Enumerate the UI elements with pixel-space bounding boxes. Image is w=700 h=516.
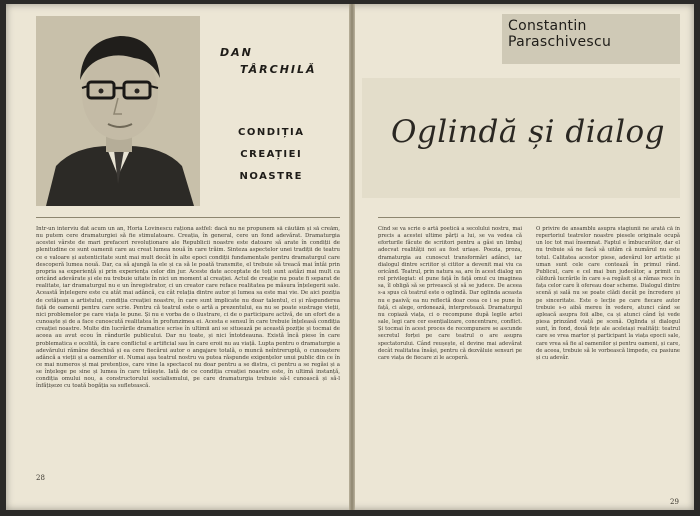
author-first-name: DAN — [220, 46, 253, 59]
right-author-last-name: Paraschivescu — [508, 34, 612, 50]
right-divider — [378, 217, 680, 218]
left-divider — [36, 217, 340, 218]
right-author-first-name: Constantin — [508, 18, 587, 34]
right-body-column-1: Cînd se va scrie o artă poetică a secolului nostru, mai precis a acestei ultime părți a lui, se va vedea că eforturile făcute de scriitori pentru a găsi un limbaj adecvat realității noi au fost uriașe. Poezia, proza, dramaturgia au cunoscut transformări adânci, iar dialogul dintre scriitor și cititor a devenit mai viu ca oricând. Teatrul, prin natura sa, are în acest dialog un rol privilegiat: el pune față în față omul cu imaginea sa, îl obligă să se privească și să se judece. De aceea s-a spus că teatrul este o oglindă. Dar oglinda aceasta nu e pasivă; ea nu reflectă doar ceea ce i se pune în față, ci alege, ordonează, interpretează. Dramaturgul nu copiază viața, ci o recompune după legile artei sale, legi care cer esențializare, concentrare, conflict. Și tocmai în acest proces de recompunere se ascunde secretul forței pe care teatrul o are asupra spectatorului. Când reușește, el devine mai adevărat decât realitatea însăși, pentru că dezvăluie sensuri pe care viața de fiecare zi le acoperă. — [378, 226, 522, 361]
book-gutter — [349, 4, 355, 510]
portrait-illustration — [36, 16, 200, 206]
essay-title-line-3: NOASTRE — [239, 171, 303, 182]
left-page-number: 28 — [36, 474, 45, 482]
author-last-name: TÂRCHILĂ — [240, 63, 317, 76]
author-portrait — [36, 16, 200, 206]
left-body-text: Într-un interviu dat acum un an, Horia Lovinescu raționa astfel: dacă nu ne propunem să căutăm și să creăm, nu putem cere dramaturgiei să fie stimulatoare. Creația, în general, cere un fond adevărat. Dramaturgia acestei vârste de mari prefaceri revoluționare ale Republicii noastre este datoare să arate în condiții de plenitudine ce sunt oamenii care au creat lumea nouă în care trăim. Sinteza aspectelor unei tradiții de teatru ce e valoare și autenticitate sunt mai mult decât în alte epoci condiții fundamentale pentru dramaturgul care descoperă lumea nouă. Dar, ca să ajungă la ele și ca să le poată transmite, el trebuie să treacă mai întâi prin propria sa experiență și prin experiența celor din jur. Aceste date acceptate de toți sunt astăzi mai mult ca oricând adevărate și ele nu trebuie uitate în nici un moment al creației. Actul de creație nu poate fi separat de realitate, iar dramaturgul nu e un înregistrator, ci un creator care reface realitatea pe măsura înțelegerii sale. Această înțelegere este cu atât mai adâncă, cu cât relația dintre autor și lumea sa este mai vie. De aici poziția de cetățean a artistului, condiția creației noastre, în care sunt implicate nu doar talentul, ci și răspunderea față de oamenii pentru care scrie. Pentru că teatrul este o artă a prezentului, ea nu se poate sustrage vieții, nici problemelor pe care viața le pune. Și nu e vorba de o ilustrare, ci de o participare activă, de un efort de a cunoaște și de a face cunoscută realitatea în profunzimea ei. Acesta e sensul în care trebuie înțeleasă condiția creației noastre. Multe din lucrările dramatice scrise în ultimii ani se situează pe această poziție și tocmai de aceea au avut ecou în rândurile publicului. Dar nu toate, și nici întotdeauna. Există încă piese în care problematica e ocolită, în care conflictul e artificial sau în care eroii nu au viață. Lupta pentru o dramaturgie a adevărului rămâne deschisă și ea cere fiecărui autor o angajare totală, o muncă neîntreruptă, o cunoaștere adâncă a vieții și a oamenilor ei. Numai așa teatrul nostru va putea răspunde exigențelor unui public din ce în ce mai numeros și mai pretențios, care vine la spectacol nu doar pentru a se distra, ci pentru a se regăsi și a se înțelege pe sine și lumea în care trăiește. Iată de ce condiția creației noastre este, în ultimă instanță, condiția omului nou, a constructorului socialismului, pe care dramaturgia trebuie să-l cunoască și să-l înfățișeze cu toată bogăția sa sufletească. — [36, 226, 340, 390]
essay-title-line-1: CONDIȚIA — [238, 127, 305, 138]
article-title: Oglindă și dialog — [390, 114, 666, 150]
book-spread — [6, 4, 694, 510]
essay-title-line-2: CREAȚIEI — [240, 149, 303, 160]
left-essay-title — [238, 122, 305, 188]
right-page-number: 29 — [670, 498, 679, 506]
right-author-name — [508, 18, 611, 50]
left-author-name — [220, 44, 317, 78]
right-body-column-2: O privire de ansamblu asupra stagiunii ne arată că în repertoriul teatrelor noastre piesele originale ocupă un loc tot mai însemnat. Faptul e îmbucurător, dar el nu trebuie să ne facă să uităm că numărul nu este totul. Calitatea acestor piese, adevărul lor artistic și uman sunt cele care contează în primul rând. Publicul, care e cel mai bun judecător, a primit cu căldură lucrările în care s-a regăsit și a rămas rece în fața celor care îi ofereau doar scheme. Dialogul dintre scenă și sală nu se poate clădi decât pe încredere și pe sinceritate. Este o lecție pe care fiecare autor trebuie s-o aibă mereu în vedere, atunci când se apleacă asupra foii albe, ca și atunci când își vede piesa prinzând viață pe scenă. Oglinda și dialogul sunt, în fond, două fețe ale aceleiași realități: teatrul care se vrea martor și participant la viața epocii sale, care vrea să fie al oamenilor și pentru oameni, și care, de aceea, trebuie să le vorbească limpede, cu pasiune și cu adevăr. — [536, 226, 680, 361]
